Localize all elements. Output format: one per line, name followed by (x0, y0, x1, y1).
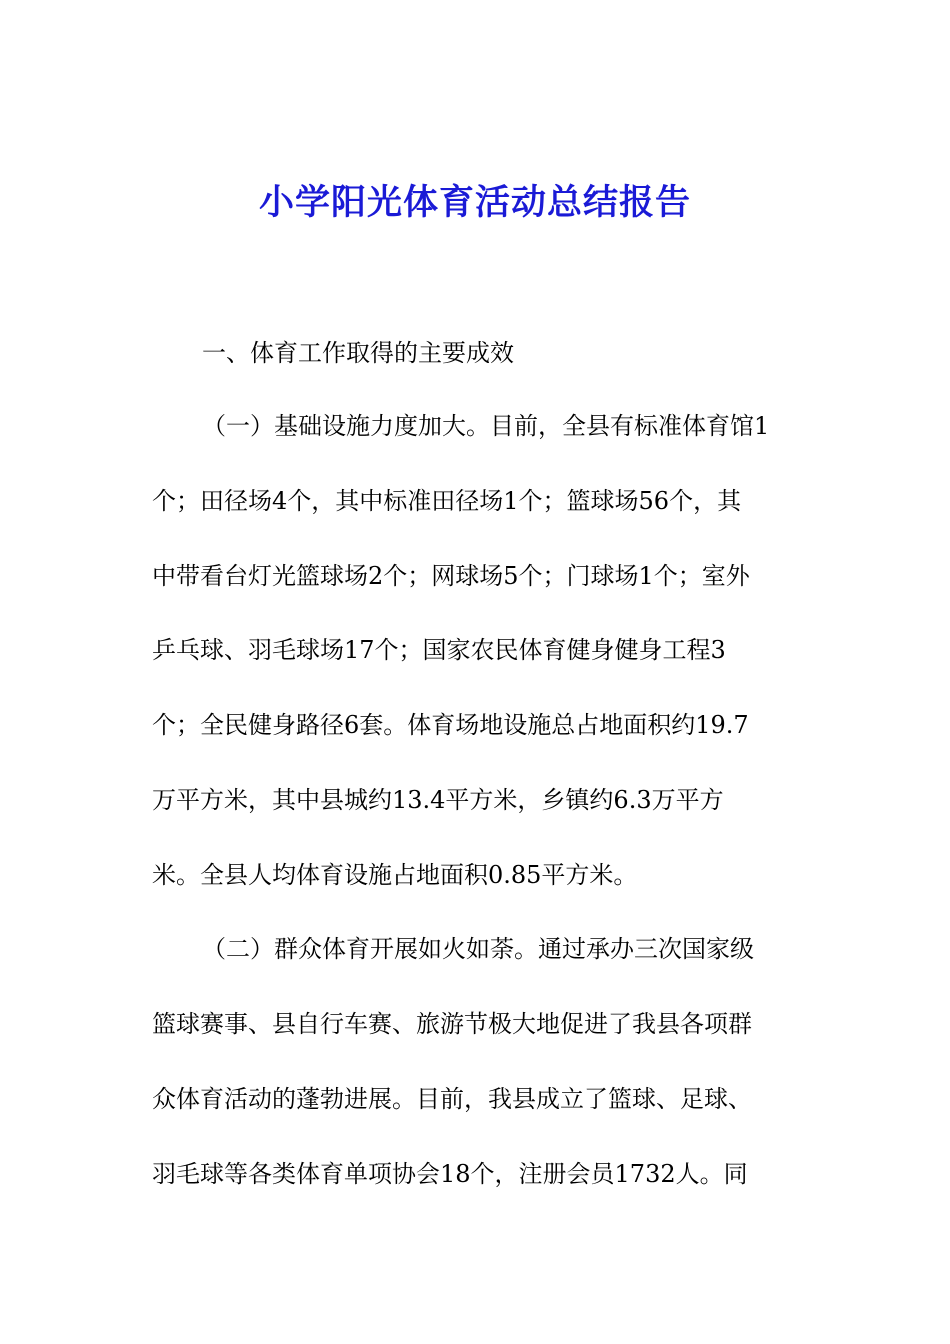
paragraph-line: 万平方米，其中县城约13.4平方米，乡镇约6.3万平方 (152, 786, 724, 814)
paragraph-line: 篮球赛事、县自行车赛、旅游节极大地促进了我县各项群 (152, 1010, 752, 1038)
paragraph-line: 个；全民健身路径6套。体育场地设施总占地面积约19.7 (152, 711, 749, 739)
paragraph-line: 乒乓球、羽毛球场17个；国家农民体育健身健身工程3 (152, 636, 726, 664)
document-title: 小学阳光体育活动总结报告 (258, 183, 691, 223)
paragraph-line: 中带看台灯光篮球场2个；网球场5个；门球场1个；室外 (152, 562, 750, 590)
paragraph-line: 个；田径场4个，其中标准田径场1个；篮球场56个，其 (152, 487, 742, 515)
paragraph-line: 众体育活动的蓬勃进展。目前，我县成立了篮球、足球、 (152, 1085, 752, 1113)
paragraph-line: （一）基础设施力度加大。目前，全县有标准体育馆1 (202, 412, 770, 440)
paragraph-line: （二）群众体育开展如火如荼。通过承办三次国家级 (202, 935, 754, 963)
section-heading: 一、体育工作取得的主要成效 (202, 339, 514, 367)
paragraph-line: 米。全县人均体育设施占地面积0.85平方米。 (152, 861, 638, 889)
paragraph-line: 羽毛球等各类体育单项协会18个，注册会员1732人。同 (152, 1160, 748, 1188)
